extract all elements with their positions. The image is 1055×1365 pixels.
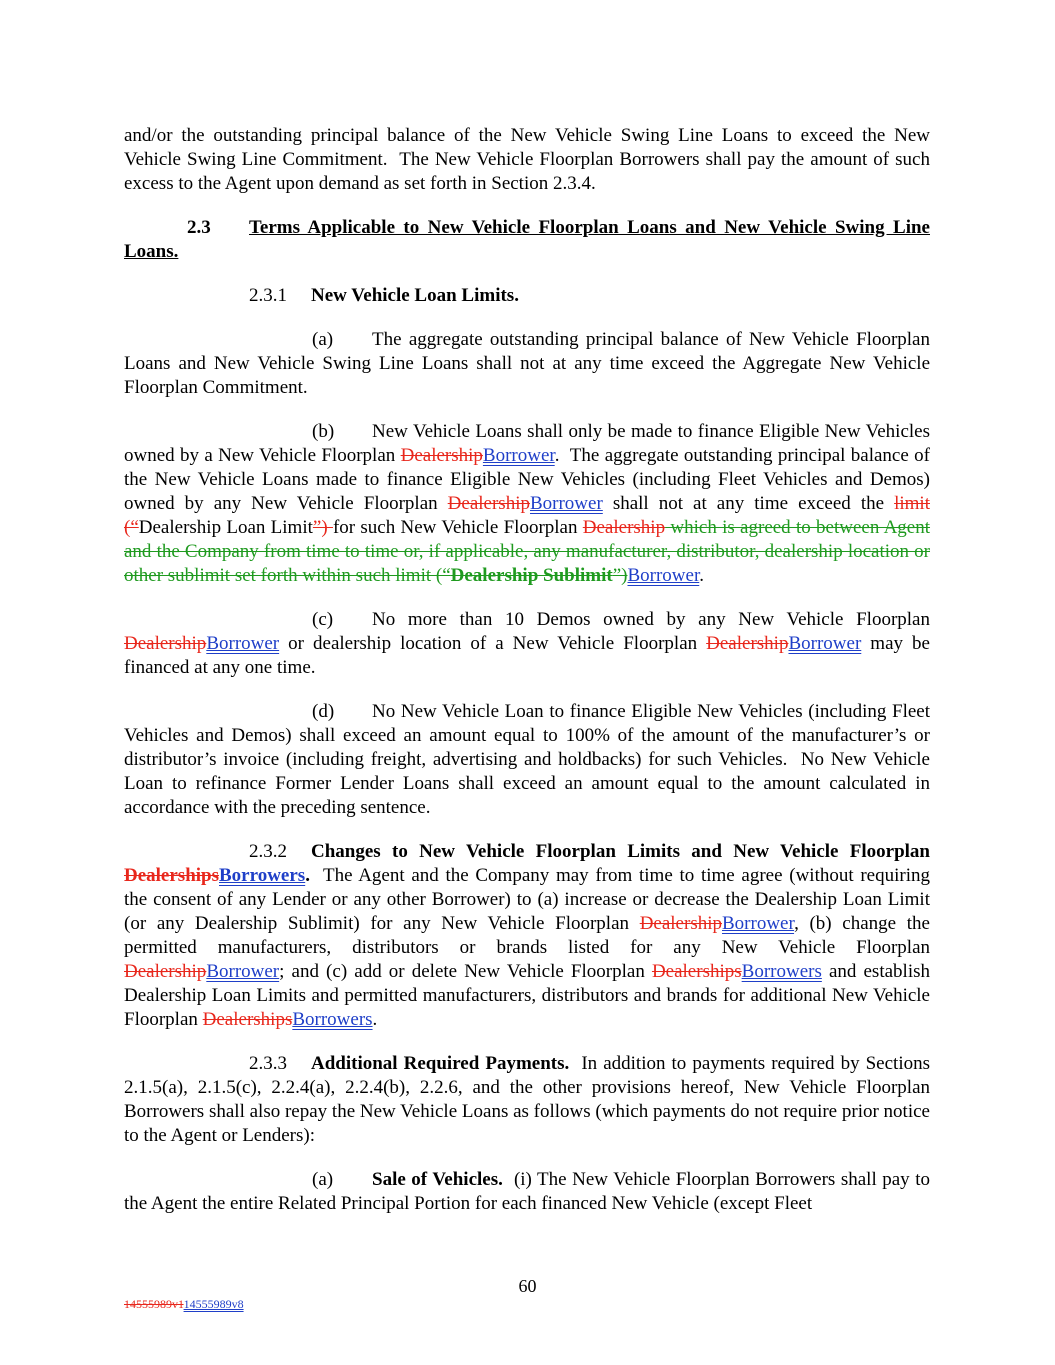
intro-text: and/or the outstanding principal balance of the New Vehicle Swing Line Loans to exceed the New Vehicle Swing Line Commitment. The New Vehicle Floorplan Borrowers shall pay the amount of such excess to the Agent upon demand as set forth in Section 2.3.4.	[124, 125, 930, 194]
document-id	[124, 1297, 244, 1312]
section-2-3-3-number: 2.3.3	[249, 1053, 287, 1074]
insertion: Borrower	[788, 633, 862, 654]
section-2-3-1-heading	[124, 284, 930, 308]
section-2-3-3	[124, 1052, 930, 1148]
insertion: Borrower	[627, 565, 700, 586]
paragraph-2-3-3-a	[124, 1168, 930, 1216]
text-run: ; and (c) add or delete New Vehicle Floorplan	[279, 961, 652, 982]
text-run: shall not at any time exceed the	[602, 493, 895, 514]
document-page	[124, 124, 930, 1216]
text-run: .	[372, 1009, 378, 1030]
section-2-3-3-text: In addition to payments required by Sections 2.1.5(a), 2.1.5(c), 2.2.4(a), 2.2.4(b), 2.2.6, and the other provisions hereof, New Vehicle Floorplan Borrowers shall also repay the New Vehicle Loans as follows (which payments do not require prior notice to the Agent or Lenders):	[124, 1053, 930, 1146]
deletion: Dealership	[706, 633, 789, 654]
intro-paragraph	[124, 124, 930, 196]
section-2-3-3-title: Additional Required Payments.	[311, 1053, 570, 1074]
paragraph-d-label: (d)	[312, 701, 335, 722]
paragraph-2-3-1-c	[124, 608, 930, 680]
deletion: Dealership	[582, 517, 666, 538]
document-id-deleted: 14555989v1	[124, 1297, 184, 1311]
paragraph-b-label: (b)	[312, 421, 335, 442]
insertion: Borrower	[722, 913, 795, 934]
paragraph-2-3-1-a	[124, 328, 930, 400]
section-2-3-title: Terms Applicable to New Vehicle Floorplan Loans and New Vehicle Swing Line Loans.	[124, 217, 930, 262]
paragraph-c-label: (c)	[312, 609, 334, 630]
paragraph-a-text: (i) The New Vehicle Floorplan Borrowers shall pay to the Agent the entire Related Principal Portion for each financed New Vehicle (except Fleet	[124, 1169, 930, 1214]
page-number: 60	[518, 1276, 537, 1296]
section-2-3-2-number: 2.3.2	[249, 841, 287, 862]
insertion: Borrowers	[219, 865, 306, 886]
text-run: , (b) change the permitted manufacturers, distributors or brands listed for any New Vehicle Floorplan	[124, 913, 930, 958]
text-run: for such New Vehicle Floorplan	[332, 517, 583, 538]
text-run: New Vehicle Loans shall only be made to finance Eligible New Vehicles owned by a New Vehicle Floorplan	[124, 421, 930, 466]
insertion: Borrower	[529, 493, 603, 514]
paragraph-2-3-1-b	[124, 420, 930, 588]
insertion: Borrower	[482, 445, 555, 466]
deletion: Dealership	[400, 445, 483, 466]
section-2-3-2-title: Changes to New Vehicle Floorplan Limits and New Vehicle Floorplan	[311, 841, 930, 862]
deletion: Dealership	[639, 913, 722, 934]
deletion-moved: which is agreed to between Agent and the Company from time to time or, if applicable, any manufacturer, distributor, dealership location or other sublimit set forth within such limit (“	[124, 517, 931, 586]
section-2-3-1-title: New Vehicle Loan Limits.	[311, 285, 519, 306]
deletion: Dealership	[447, 493, 530, 514]
section-2-3-2	[124, 840, 930, 1032]
text-run: Dealership Loan Limit	[138, 517, 313, 538]
text-run: No more than 10 Demos owned by any New Vehicle Floorplan	[372, 609, 930, 630]
text-run: . The aggregate outstanding principal balance of the New Vehicle Loans made to finance Eligible New Vehicles (including Fleet Vehicles and Demos) owned by any New Vehicle Floorplan	[124, 445, 930, 514]
text-run: may be financed at any one time.	[124, 633, 930, 678]
section-2-3-number: 2.3	[187, 217, 211, 238]
deletion: Dealerships	[124, 865, 219, 886]
paragraph-a-title: Sale of Vehicles.	[372, 1169, 503, 1190]
paragraph-a-text: The aggregate outstanding principal balance of New Vehicle Floorplan Loans and New Vehicle Swing Line Loans shall not at any time exceed the Aggregate New Vehicle Floorplan Commitment.	[124, 329, 930, 398]
paragraph-a-label: (a)	[312, 329, 334, 350]
deletion: Dealership	[124, 633, 207, 654]
paragraph-2-3-1-d	[124, 700, 930, 820]
insertion: Borrower	[206, 961, 280, 982]
text-run: .	[699, 565, 704, 586]
deletion-moved: Dealership Sublimit	[450, 565, 613, 586]
deletion: limit (“	[124, 493, 930, 538]
deletion-moved: ”)	[612, 565, 628, 586]
text-run: or dealership location of a New Vehicle Floorplan	[279, 633, 707, 654]
deletion: ”)	[312, 517, 333, 538]
deletion: Dealerships	[202, 1009, 293, 1030]
text-run: .	[305, 865, 310, 886]
insertion: Borrowers	[741, 961, 822, 982]
insertion: Borrower	[206, 633, 280, 654]
insertion: Borrowers	[292, 1009, 373, 1030]
deletion: Dealership	[124, 961, 207, 982]
section-2-3-1-number: 2.3.1	[249, 285, 287, 306]
text-run: and establish Dealership Loan Limits and permitted manufacturers, distributors and brands for additional New Vehicle Floorplan	[124, 961, 930, 1030]
deletion: Dealerships	[651, 961, 742, 982]
text-run: The Agent and the Company may from time to time agree (without requiring the consent of any Lender or any other Borrower) to (a) increase or decrease the Dealership Loan Limit (or any Dealership Sublimit) for any New Vehicle Floorplan	[124, 865, 930, 934]
paragraph-d-text: No New Vehicle Loan to finance Eligible New Vehicles (including Fleet Vehicles and Demos) shall exceed an amount equal to 100% of the amount of the manufacturer’s or distributor’s invoice (including freight, advertising and holdbacks) for such Vehicles. No New Vehicle Loan to refinance Former Lender Loans shall exceed an amount equal to the amount calculated in accordance with the preceding sentence.	[124, 701, 930, 818]
paragraph-a-label: (a)	[312, 1169, 334, 1190]
section-2-3-heading	[124, 216, 930, 264]
document-id-inserted: 14555989v8	[183, 1297, 244, 1311]
